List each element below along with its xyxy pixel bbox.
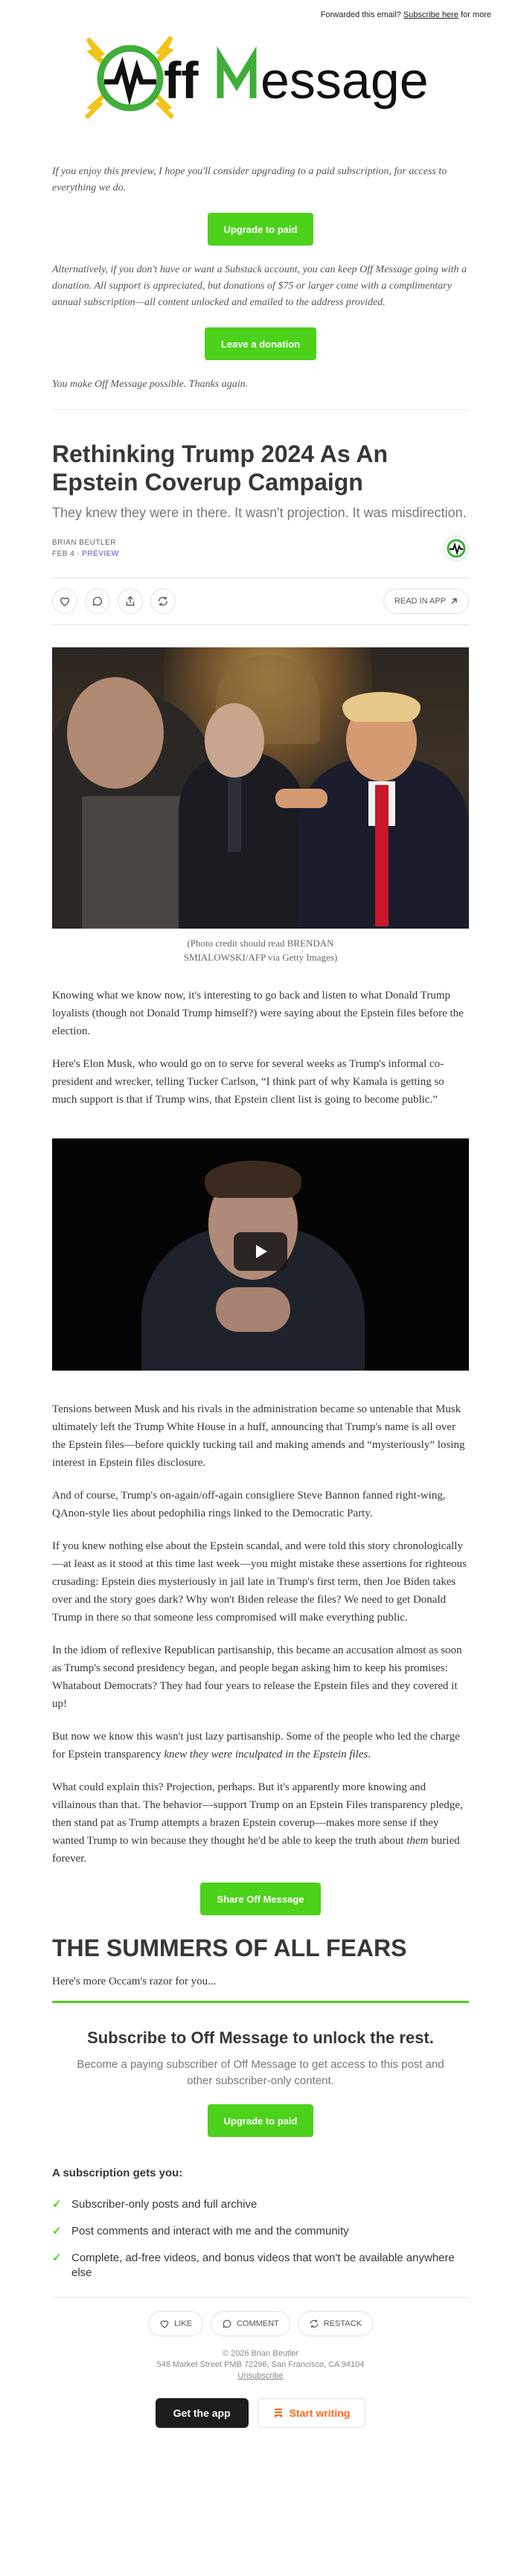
paragraph-7-text: But now we know this wasn't just lazy partisanship. Some of the people who led the charge for Epstein transparency	[52, 1731, 460, 1760]
hero-figure	[52, 625, 469, 964]
start-writing-button[interactable]	[258, 2398, 366, 2428]
video-embed	[52, 1124, 469, 1371]
restack-icon	[157, 595, 169, 607]
benefit-text: Subscriber-only posts and full archive	[71, 2198, 258, 2211]
preview-message: If you enjoy this preview, I hope you'll consider upgrading to a paid subscription, for access to everything we do.	[52, 166, 447, 193]
get-the-app-button[interactable]: Get the app	[156, 2398, 249, 2428]
svg-text:essage: essage	[260, 51, 429, 109]
comment-button[interactable]	[85, 589, 110, 614]
footer	[52, 2298, 469, 2428]
restack-label: RESTACK	[323, 2319, 362, 2328]
subscribe-here-link[interactable]: Subscribe here	[403, 10, 458, 19]
paragraph-5: If you knew nothing else about the Epstein scandal, and were told this story chronologically—at least as it stood at this time last week—you might mistake these assertions for righteous crusading: Epstein dies mysteriously in jail late in Trump's first term, then Joe Biden takes over and the story goes dark? Why won't Biden release the files? We need to get Donald Trump in there so that someone less compromised will make everything public.	[52, 1540, 467, 1624]
play-button[interactable]	[234, 1232, 287, 1271]
benefits-heading: A subscription gets you:	[52, 2167, 183, 2179]
footer-like-button[interactable]	[148, 2311, 203, 2336]
byline-row	[52, 536, 469, 561]
post-body-part-1	[52, 964, 469, 1109]
restack-icon	[309, 2319, 319, 2329]
unsubscribe-link[interactable]: Unsubscribe	[237, 2371, 284, 2380]
thanks-message: You make Off Message possible. Thanks again.	[52, 379, 249, 390]
forwarded-suffix: for more	[461, 10, 491, 19]
app-buttons	[52, 2398, 469, 2428]
mailing-address: 548 Market Street PMB 72296, San Francisco, CA 94104	[156, 2360, 365, 2369]
substack-logo-icon	[273, 2408, 284, 2418]
start-writing-label: Start writing	[289, 2407, 351, 2419]
checkmark-icon: ✓	[52, 2225, 62, 2237]
read-in-app-button[interactable]	[383, 589, 469, 614]
paragraph-1: Knowing what we know now, it's interesting to go back and listen to what Donald Trump loyalists (though not Donald Trump himself?) were saying about the Epstein files before the election.	[52, 990, 464, 1037]
leave-donation-button[interactable]: Leave a donation	[205, 327, 316, 360]
paragraph-8-emphasis: them	[406, 1835, 429, 1847]
post-title[interactable]: Rethinking Trump 2024 As An Epstein Coverup Campaign	[52, 440, 389, 496]
upgrade-to-paid-button[interactable]: Upgrade to paid	[208, 213, 314, 246]
hero-photo[interactable]	[52, 647, 469, 929]
video-player[interactable]	[52, 1138, 469, 1371]
like-button[interactable]	[52, 589, 77, 614]
paragraph-8-end: buried forever.	[52, 1835, 460, 1865]
svg-text:ff: ff	[164, 51, 199, 109]
paragraph-7	[52, 1728, 469, 1763]
heart-icon	[159, 2319, 170, 2329]
paragraph-8	[52, 1778, 469, 1868]
author-name[interactable]: BRIAN BEUTLER	[52, 539, 116, 547]
photo-caption: (Photo credit should read BRENDAN SMIALOWSKI/AFP via Getty Images)	[183, 938, 338, 963]
play-icon	[252, 1243, 269, 1260]
off-message-logo	[67, 22, 454, 134]
post-date: FEB 4	[52, 550, 75, 558]
restack-button[interactable]	[150, 589, 176, 614]
copyright: © 2026 Brian Beutler	[222, 2349, 299, 2358]
comment-label: COMMENT	[236, 2319, 279, 2328]
forwarded-notice	[0, 0, 521, 22]
paragraph-7-emphasis: knew they were inculpated in the Epstein files	[164, 1749, 368, 1760]
checkmark-icon: ✓	[52, 2252, 62, 2264]
comment-icon	[222, 2319, 232, 2329]
checkmark-icon: ✓	[52, 2198, 62, 2211]
paywall-upgrade-button[interactable]: Upgrade to paid	[208, 2104, 314, 2137]
read-in-app-label: READ IN APP	[394, 597, 446, 606]
like-label: LIKE	[174, 2319, 192, 2328]
paywall-heading: Subscribe to Off Message to unlock the rest.	[87, 2028, 434, 2047]
paragraph-2: Here's Elon Musk, who would go on to serve for several weeks as Trump's informal co-president and wrecker, telling Tucker Carlson, “I think part of why Kamala is getting so much support is that if Trump wins, that Epstein client list is going to become public.”	[52, 1058, 444, 1106]
donation-message: Alternatively, if you don't have or want a Substack account, you can keep Off Message going with a donation. All support is appreciated, but donations of $75 or larger come with a complimentary annual subscription—all content unlocked and emailed to the address provided.	[52, 264, 467, 308]
arrow-up-right-icon	[450, 597, 458, 605]
paywall-text: Become a paying subscriber of Off Message to get access to this post and other subscriber-only content.	[77, 2058, 444, 2087]
paragraph-8-text: What could explain this? Projection, perhaps. But it's apparently more knowing and villainous than that. The behavior—support Trump on an Epstein Files transparency pledge, then stand pat as Trump attempts a brazen Epstein coverup—makes more sense if they wanted Trump to win because they thought he'd be able to keep the truth about	[52, 1781, 463, 1847]
heart-icon	[59, 595, 71, 607]
benefit-text: Post comments and interact with me and the community	[71, 2225, 349, 2237]
list-item	[52, 2251, 469, 2281]
post-subtitle: They knew they were in there. It wasn't projection. It was misdirection.	[52, 505, 467, 520]
meta-separator: ∙	[77, 550, 80, 558]
footer-restack-button[interactable]	[298, 2311, 373, 2336]
post-action-bar	[52, 589, 469, 614]
section-heading: THE SUMMERS OF ALL FEARS	[52, 1935, 407, 1961]
benefits-list	[52, 2197, 469, 2281]
footer-actions	[52, 2311, 469, 2336]
post-meta	[52, 550, 119, 558]
share-icon	[124, 595, 136, 607]
paragraph-7-end: .	[368, 1749, 371, 1760]
preview-badge: PREVIEW	[82, 550, 119, 558]
paragraph-6: In the idiom of reflexive Republican partisanship, this became an accusation almost as soon as Trump's second presidency began, and people began asking him to keep his promises: Whatabout Democrats? They had four years to release the Epstein files and they covered it up!	[52, 1644, 462, 1710]
author-avatar[interactable]	[444, 536, 469, 561]
avatar-logo-icon	[446, 538, 467, 559]
forwarded-prefix: Forwarded this email?	[320, 10, 401, 19]
paragraph-4: And of course, Trump's on-again/off-again consigliere Steve Bannon fanned right-wing, QAnon-style lies about pedophilia rings linked to the Democratic Party.	[52, 1490, 446, 1519]
intro-section	[52, 134, 469, 410]
footer-info	[52, 2348, 469, 2382]
footer-comment-button[interactable]	[211, 2311, 290, 2336]
post-header	[52, 410, 469, 625]
section-teaser-text: Here's more Occam's razor for you...	[52, 1976, 217, 1987]
paragraph-3: Tensions between Musk and his rivals in the administration became so untenable that Musk ultimately left the Trump White House in a huff, announcing that Trump's name is all over the Epstein files—before quickly tucking tail and making amends and “mysteriously” losing interest in Epstein files disclosure.	[52, 1403, 465, 1469]
share-off-message-button[interactable]: Share Off Message	[200, 1883, 320, 1915]
post-body-part-2	[52, 1371, 469, 1915]
subscription-benefits	[52, 2137, 469, 2298]
publication-logo[interactable]	[0, 22, 521, 134]
share-button[interactable]	[118, 589, 143, 614]
section-teaser	[52, 1915, 469, 2003]
comment-icon	[92, 595, 103, 607]
benefit-text: Complete, ad-free videos, and bonus videos that won't be available anywhere else	[71, 2252, 455, 2279]
list-item	[52, 2224, 469, 2239]
list-item	[52, 2197, 469, 2212]
paywall-section	[52, 2003, 469, 2137]
